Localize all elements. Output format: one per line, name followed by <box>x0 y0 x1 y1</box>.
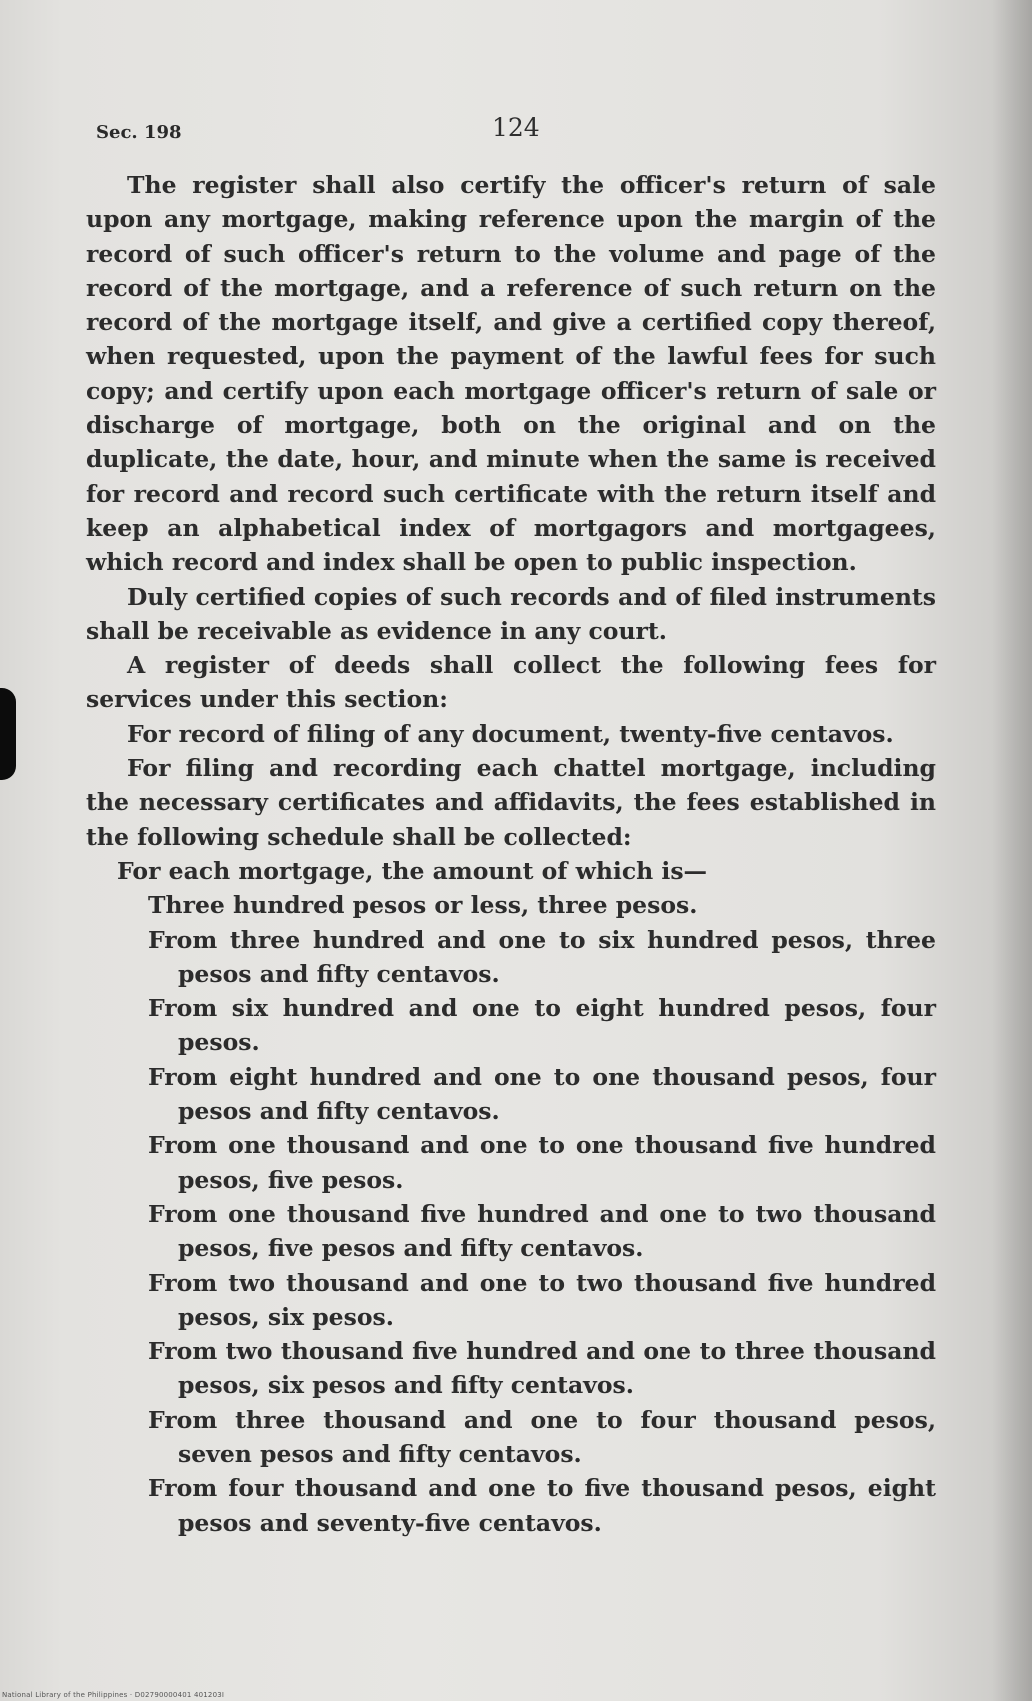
binding-tab-mark <box>0 688 16 780</box>
page-number: 124 <box>492 113 540 142</box>
paragraph-filing-fee: For record of filing of any document, twenty-five centavos. <box>127 719 894 748</box>
schedule-item: From one thousand and one to one thousand five hundred pesos, five pesos. <box>148 1131 936 1194</box>
paragraph-fees-intro: A register of deeds shall collect the following fees for services under this section: <box>86 651 936 714</box>
schedule-item: From two thousand and one to two thousand five hundred pesos, six pesos. <box>148 1268 936 1331</box>
schedule-item: From two thousand five hundred and one to three thousand pesos, six pesos and fifty centavos. <box>148 1337 936 1400</box>
schedule-item: From three thousand and one to four thousand pesos, seven pesos and fifty centavos. <box>148 1405 936 1468</box>
body-text <box>86 168 936 1540</box>
schedule-intro: For each mortgage, the amount of which is— <box>117 856 708 885</box>
paragraph-chattel-mortgage: For filing and recording each chattel mortgage, including the necessary certificates and affidavits, the fees established in the following schedule shall be collected: <box>86 754 936 851</box>
page-edge-shadow <box>992 0 1032 1701</box>
schedule-item: From four thousand and one to five thousand pesos, eight pesos and seventy-five centavos. <box>148 1474 936 1537</box>
schedule-item: From one thousand five hundred and one to two thousand pesos, five pesos and fifty centavos. <box>148 1199 936 1263</box>
schedule-item: From eight hundred and one to one thousand pesos, four pesos and fifty centavos. <box>148 1062 936 1126</box>
schedule-item: From three hundred and one to six hundred pesos, three pesos and fifty centavos. <box>148 925 936 988</box>
scan-footer-caption: National Library of the Philippines · D02790000401 401203I <box>2 1691 225 1699</box>
schedule-item: Three hundred pesos or less, three pesos. <box>148 891 698 920</box>
section-label: Sec. 198 <box>96 122 182 143</box>
schedule-item: From six hundred and one to eight hundred pesos, four pesos. <box>148 994 936 1057</box>
paragraph-certified-copies: Duly certified copies of such records and of filed instruments shall be receivable as evidence in any court. <box>86 582 936 645</box>
paragraph-register-certify: The register shall also certify the officer's return of sale upon any mortgage, making reference upon the margin of the record of such officer's return to the volume and page of the record of the mortgage, and a reference of such return on the record of the mortgage itself, and give a certified copy thereof, when requested, upon the payment of the lawful fees for such copy; and certify upon each mortgage officer's return of sale or discharge of mortgage, both on the original and on the duplicate, the date, hour, and minute when the same is received for record and record such certificate with the return itself and keep an alphabetical index of mortgagors and mortgagees, which record and index shall be open to public inspection. <box>86 171 936 577</box>
